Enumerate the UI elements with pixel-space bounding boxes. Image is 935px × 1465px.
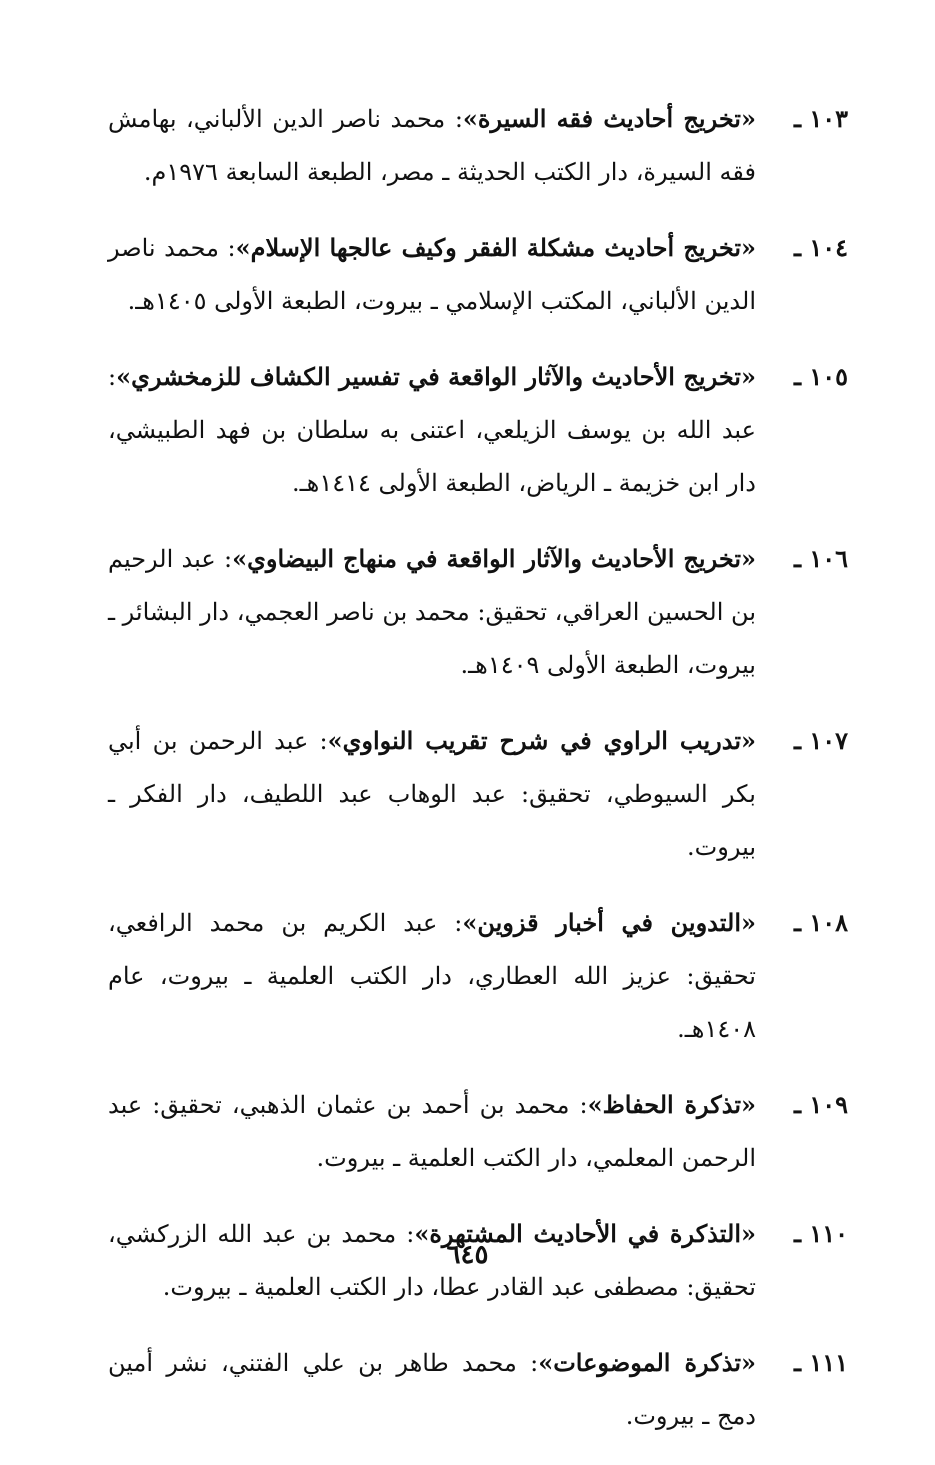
bibliography-entry-103	[108, 92, 848, 199]
entry-title: «تخريج أحاديث فقه السيرة»	[462, 104, 756, 133]
entry-title: «تخريج الأحاديث والآثار الواقعة في تفسير الكشاف للزمخشري»	[116, 362, 756, 391]
entry-title: «تخريج الأحاديث والآثار الواقعة في منهاج البيضاوي»	[232, 544, 756, 573]
bibliography-entry-104	[108, 221, 848, 328]
entry-number: ١٠٣ ـ	[793, 104, 848, 133]
entry-details: : محمد ناصر الدين الألباني، المكتب الإسلامي ـ بيروت، الطبعة الأولى ١٤٠٥هـ.	[108, 234, 756, 315]
entry-number: ١٠٧ ـ	[793, 726, 848, 755]
entry-number: ١٠٨ ـ	[793, 908, 848, 937]
entry-details: : عبد الرحيم بن الحسين العراقي، تحقيق: محمد بن ناصر العجمي، دار البشائر ـ بيروت، الطبعة الأولى ١٤٠٩هـ.	[108, 545, 756, 679]
entry-number: ١٠٥ ـ	[793, 362, 848, 391]
entry-number: ١١٠ ـ	[793, 1219, 848, 1248]
entry-title: «التذكرة في الأحاديث المشتهرة»	[414, 1219, 756, 1248]
entry-title: «تذكرة الموضوعات»	[538, 1348, 756, 1377]
entry-details: : عبد الرحمن بن أبي بكر السيوطي، تحقيق: عبد الوهاب عبد اللطيف، دار الفكر ـ بيروت.	[108, 727, 756, 861]
entry-title: «التدوين في أخبار قزوين»	[462, 908, 756, 937]
entry-text	[108, 1078, 756, 1185]
entry-text	[108, 350, 756, 510]
bibliography-entry-106	[108, 532, 848, 692]
entry-title: «تخريج أحاديث مشكلة الفقر وكيف عالجها الإسلام»	[235, 233, 756, 262]
bibliography-entry-111	[108, 1336, 848, 1443]
bibliography-entry-109	[108, 1078, 848, 1185]
entry-text	[108, 221, 756, 328]
entry-details: : محمد بن أحمد بن عثمان الذهبي، تحقيق: عبد الرحمن المعلمي، دار الكتب العلمية ـ بيروت.	[108, 1091, 756, 1172]
entry-details: : عبد الكريم بن محمد الرافعي، تحقيق: عزيز الله العطاري، دار الكتب العلمية ـ بيروت، عام ١٤٠٨هـ.	[108, 909, 756, 1043]
entry-details: : عبد الله بن يوسف الزيلعي، اعتنى به سلطان بن فهد الطبيشي، دار ابن خزيمة ـ الرياض، الطبعة الأولى ١٤١٤هـ.	[108, 363, 756, 497]
entry-text	[108, 92, 756, 199]
entry-text	[108, 896, 756, 1056]
bibliography-entry-107	[108, 714, 848, 874]
bibliography-entry-105	[108, 350, 848, 510]
entry-text	[108, 714, 756, 874]
entry-details: : محمد ناصر الدين الألباني، بهامش فقه السيرة، دار الكتب الحديثة ـ مصر، الطبعة السابعة ١٩٧٦م.	[108, 105, 756, 186]
entry-title: «تدريب الراوي في شرح تقريب النواوي»	[327, 726, 757, 755]
entry-number: ١٠٩ ـ	[793, 1090, 848, 1119]
entry-number: ١١١ ـ	[793, 1348, 848, 1377]
entry-details: : محمد بن عبد الله الزركشي، تحقيق: مصطفى عبد القادر عطا، دار الكتب العلمية ـ بيروت.	[108, 1220, 756, 1301]
entry-text	[108, 1336, 756, 1443]
entry-number: ١٠٤ ـ	[793, 233, 848, 262]
page-number: ٦٤٥	[446, 1240, 489, 1270]
bibliography-entry-108	[108, 896, 848, 1056]
entry-title: «تذكرة الحفاظ»	[587, 1090, 756, 1119]
entry-number: ١٠٦ ـ	[793, 544, 848, 573]
entry-details: : محمد طاهر بن علي الفتني، نشر أمين دمج ـ بيروت.	[108, 1349, 756, 1430]
entry-text	[108, 532, 756, 692]
